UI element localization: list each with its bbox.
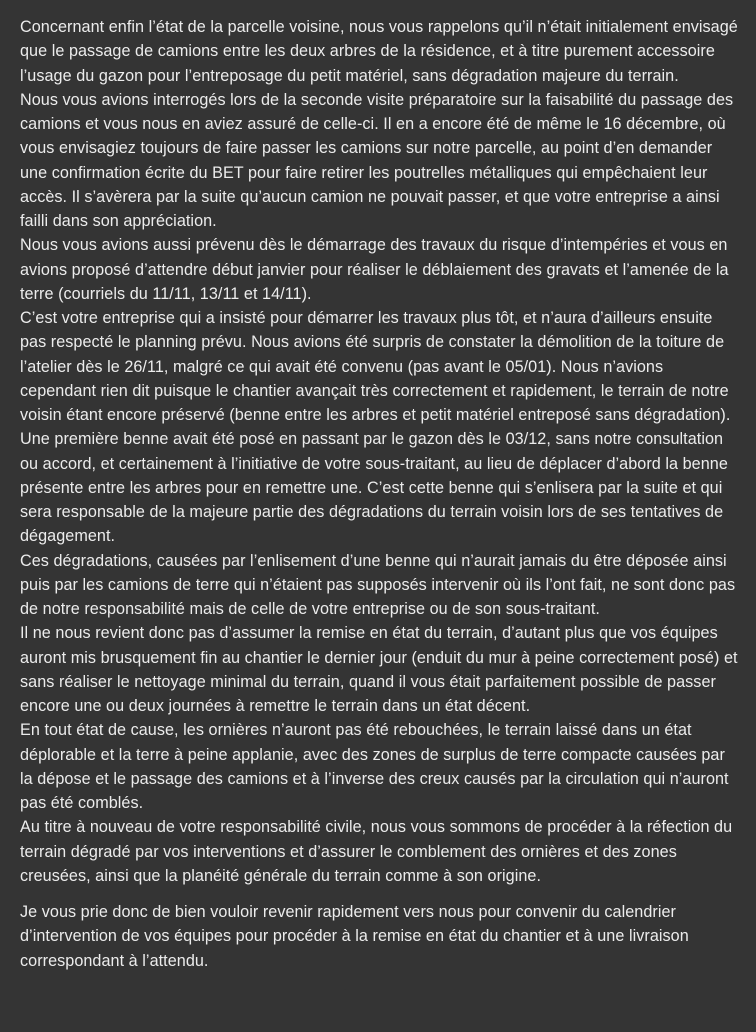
paragraph-responsabilite-civile: Au titre à nouveau de votre responsabilité civile, nous vous sommons de procéder à la réfection du terrain dégradé par vos interventions et d’assurer le comblement des ornières et des zones creusées, ainsi que la planéité générale du terrain comme à son origine. — [20, 818, 733, 885]
paragraph-premiere-benne: Une première benne avait été posé en passant par le gazon dès le 03/12, sans notre consultation ou accord, et certainement à l’initiative de votre sous-traitant, au lieu de déplacer d’abord la benne présente entre les arbres pour en remettre une. C’est cette benne qui s’enlisera par la suite et qui sera responsable de la majeure partie des dégradations du terrain voisin lors de ses tentatives de dégagement. — [20, 430, 728, 546]
paragraph-remise-en-etat: Il ne nous revient donc pas d’assumer la remise en état du terrain, d’autant plus que vos équipes auront mis brusquement fin au chantier le dernier jour (enduit du mur à peine correctement posé) et sans réaliser le nettoyage minimal du terrain, quand il vous était parfaitement possible de passer encore une ou deux journées à remettre le terrain dans un état décent. — [20, 624, 738, 715]
paragraph-spacer — [20, 888, 742, 900]
paragraph-intemperies: Nous vous avions aussi prévenu dès le démarrage des travaux du risque d’intempéries et vous en avions proposé d’attendre début janvier pour réaliser le déblaiement des gravats et l’amenée de la terre (courriels du 11/11, 13/11 et 14/11). — [20, 236, 729, 303]
paragraph-demarrage-travaux: C’est votre entreprise qui a insisté pour démarrer les travaux plus tôt, et n’aura d’ailleurs ensuite pas respecté le planning prévu. Nous avions été surpris de constater la démolition de la toiture de l’atelier dès le 26/11, malgré ce qui avait été convenu (pas avant le 05/01). Nous n’avions cependant rien dit puisque le chantier avançait très correctement et rapidement, le terrain de notre voisin étant encore préservé (benne entre les arbres et petit matériel entreposé sans dégradation). — [20, 309, 731, 424]
paragraph-degradations: Ces dégradations, causées par l’enlisement d’une benne qui n’aurait jamais du être déposée ainsi puis par les camions de terre qui n’étaient pas supposés intervenir où ils l’ont fait, ne sont donc pas de notre responsabilité mais de celle de votre entreprise ou de son sous-traitant. — [20, 551, 736, 618]
paragraph-parcelle-voisine: Concernant enfin l’état de la parcelle voisine, nous vous rappelons qu’il n’était initialement envisagé que le passage de camions entre les deux arbres de la résidence, et à titre purement accessoire l’usage du gazon pour l’entreposage du petit matériel, sans dégradation majeure du terrain. — [20, 18, 738, 85]
paragraph-faisabilite-passage: Nous vous avions interrogés lors de la seconde visite préparatoire sur la faisabilité du passage des camions et vous nous en aviez assuré de celle-ci. Il en a encore été de même le 16 décembre, où vous envisagiez toujours de faire passer les camions sur notre parcelle, au point d’en demander une confirmation écrite du BET pour faire retirer les poutrelles métalliques qui empêchaient leur accès. Il s’avèrera par la suite qu’aucun camion ne pouvait passer, et que votre entreprise a ainsi failli dans son appréciation. — [20, 90, 734, 230]
paragraph-ornieres: En tout état de cause, les ornières n’auront pas été rebouchées, le terrain laissé dans un état déplorable et la terre à peine applanie, avec des zones de surplus de terre compacte causées par la dépose et le passage des camions et à l’inverse des creux causés par la circulation qui n’auront pas été comblés. — [20, 721, 729, 812]
paragraph-closing: Je vous prie donc de bien vouloir revenir rapidement vers nous pour convenir du calendrier d’intervention de vos équipes pour procéder à la remise en état du chantier et à une livraison correspondant à l’attendu. — [20, 903, 689, 970]
